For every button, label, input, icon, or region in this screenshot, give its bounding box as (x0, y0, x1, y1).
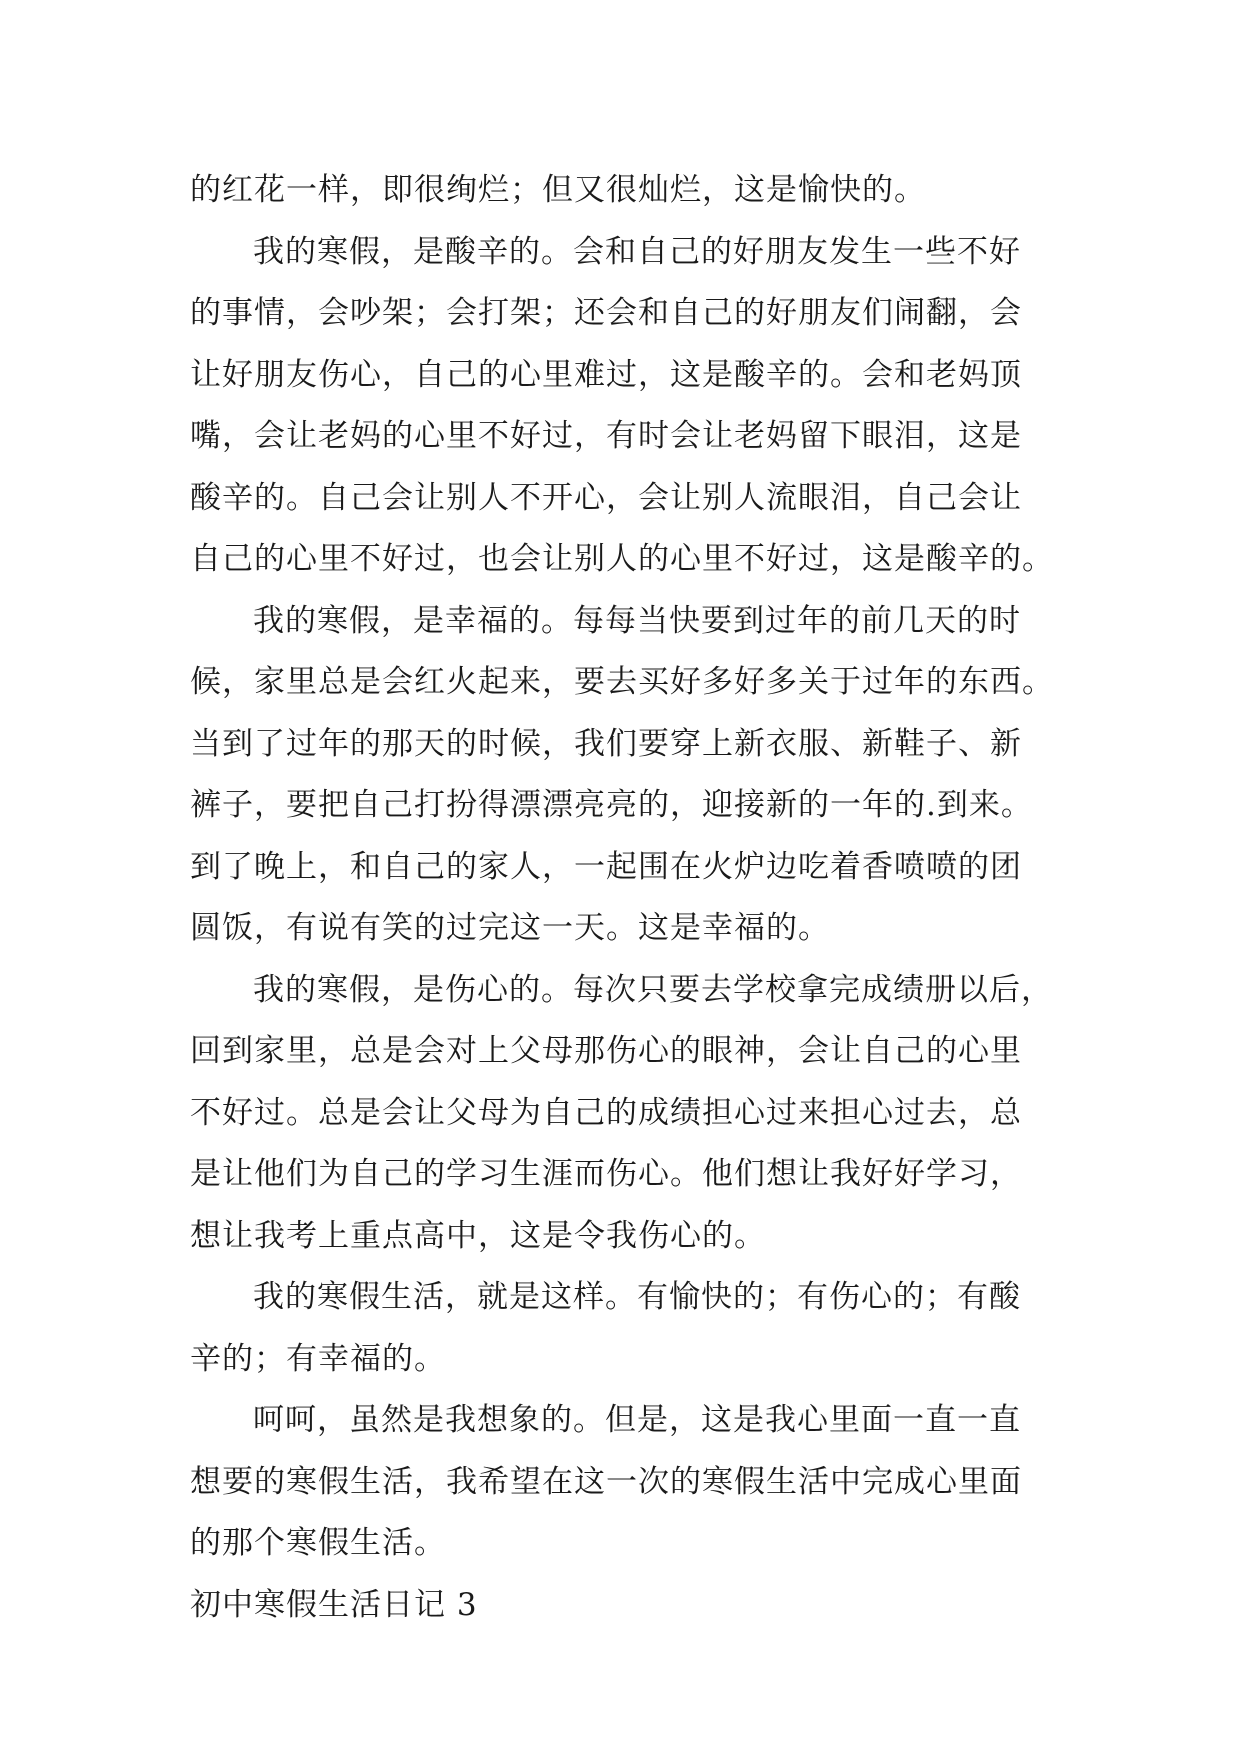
text-line: 的那个寒假生活。 (190, 1525, 446, 1561)
text-line: 是让他们为自己的学习生涯而伤心。他们想让我好好学习， (190, 1156, 1022, 1192)
text-line: 自己的心里不好过，也会让别人的心里不好过，这是酸辛的。 (190, 541, 1054, 577)
text-line: 嘴，会让老妈的心里不好过，有时会让老妈留下眼泪，这是 (190, 418, 1022, 454)
text-line: 酸辛的。自己会让别人不开心，会让别人流眼泪，自己会让 (190, 479, 1022, 516)
text-line: 我的寒假，是酸辛的。会和自己的好朋友发生一些不好 (253, 233, 1021, 270)
text-line: 让好朋友伤心，自己的心里难过，这是酸辛的。会和老妈顶 (190, 356, 1022, 393)
text-line: 呵呵，虽然是我想象的。但是，这是我心里面一直一直 (253, 1402, 1021, 1438)
text-line: 裤子，要把自己打扮得漂漂亮亮的，迎接新的一年的.到来。 (190, 787, 1033, 823)
text-line: 想让我考上重点高中，这是令我伤心的。 (190, 1217, 766, 1254)
text-line: 候，家里总是会红火起来，要去买好多好多关于过年的东西。 (190, 664, 1054, 700)
text-line: 回到家里，总是会对上父母那伤心的眼神，会让自己的心里 (190, 1033, 1022, 1069)
text-line: 我的寒假生活，就是这样。有愉快的；有伤心的；有酸 (253, 1279, 1021, 1315)
text-line: 的事情，会吵架；会打架；还会和自己的好朋友们闹翻，会 (190, 295, 1022, 331)
text-line: 的红花一样，即很绚烂；但又很灿烂，这是愉快的。 (190, 172, 926, 208)
text-line: 到了晚上，和自己的家人，一起围在火炉边吃着香喷喷的团 (190, 848, 1022, 885)
text-line: 想要的寒假生活，我希望在这一次的寒假生活中完成心里面 (190, 1463, 1022, 1500)
section-heading: 初中寒假生活日记 3 (190, 1586, 478, 1623)
text-line: 当到了过年的那天的时候，我们要穿上新衣服、新鞋子、新 (190, 725, 1022, 762)
text-line: 辛的；有幸福的。 (190, 1340, 446, 1377)
text-line: 圆饭，有说有笑的过完这一天。这是幸福的。 (190, 910, 830, 946)
document-body (190, 160, 1054, 1636)
text-line: 不好过。总是会让父母为自己的成绩担心过来担心过去，总 (190, 1094, 1022, 1131)
text-line: 我的寒假，是伤心的。每次只要去学校拿完成绩册以后， (253, 971, 1053, 1008)
text-line: 我的寒假，是幸福的。每每当快要到过年的前几天的时 (253, 602, 1021, 639)
